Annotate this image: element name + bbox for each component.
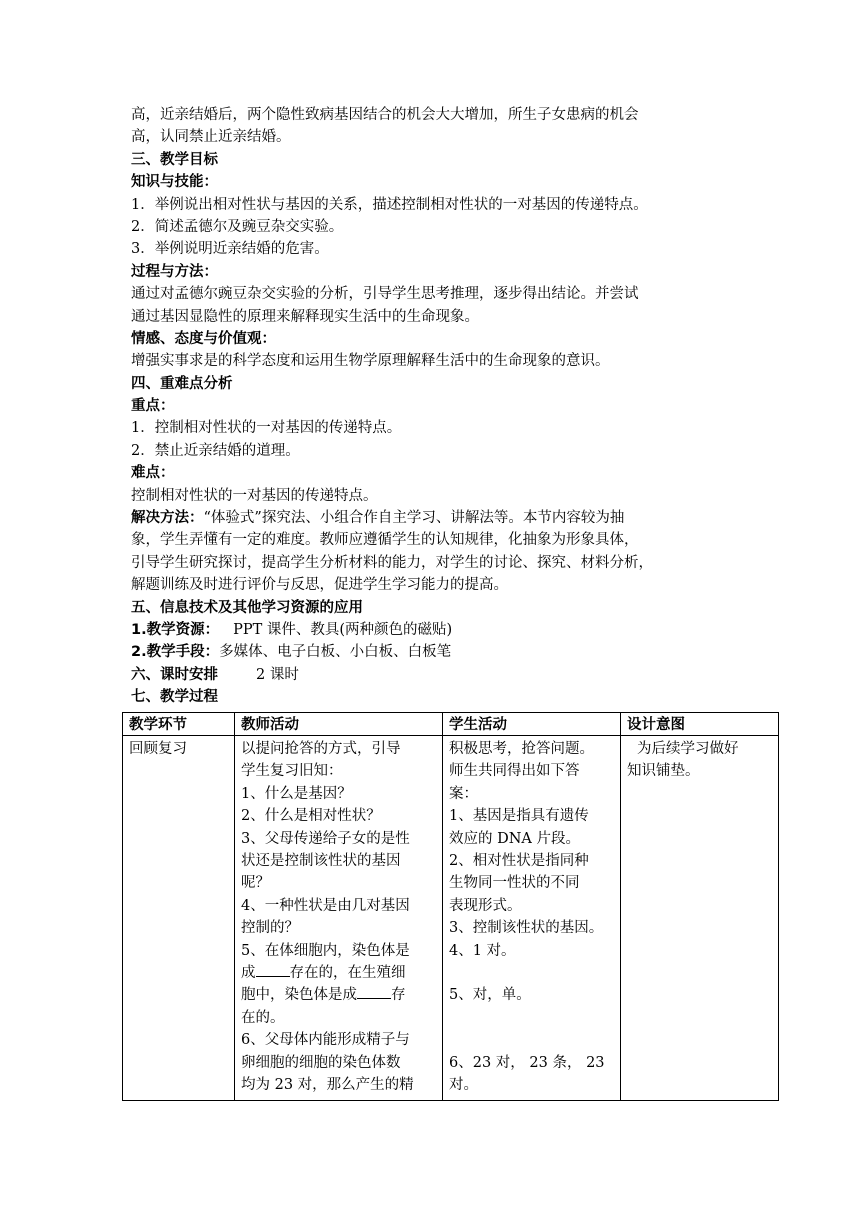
process-line: 通过基因显隐性的原理来解释现实生活中的生命现象。 [131,308,479,325]
stage-name: 回顾复习 [129,741,187,757]
teacher-line: 1、什么是基因？ [241,785,352,802]
emotion-label: 情感、态度与价值观： [131,330,276,347]
teacher-line: 5、在体细胞内，染色体是 [241,942,410,959]
section-heading-schedule: 六、课时安排 [131,666,218,683]
teacher-line: 学生复习旧知： [241,763,343,780]
schedule-value: 2 课时 [256,666,299,683]
method-text: “体验式”探究法、小组合作自主学习、讲解法等。本节内容较为抽 [203,510,625,527]
teacher-line: 2、什么是相对性状？ [241,808,381,825]
teacher-line: 状还是控制该性状的基因 [241,853,401,870]
teacher-line: 卵细胞的细胞的染色体数 [241,1054,401,1071]
method-line: 解题训练及时进行评价与反思，促进学生学习能力的提高。 [131,577,508,594]
teacher-activity-cell [235,736,443,1101]
resources-value: PPT 课件、教具(两种颜色的磁贴) [233,621,453,638]
schedule-line [131,664,735,686]
method-label: 解决方法： [131,510,204,527]
key-item: 1．控制相对性状的一对基因的传递特点。 [131,420,402,437]
column-header-intent: 设计意图 [621,713,779,736]
section-heading-resources: 五、信息技术及其他学习资源的应用 [131,599,363,616]
knowledge-item: 3．举例说明近亲结婚的危害。 [131,241,329,258]
teacher-line-with-blank [241,962,437,984]
difficulty-line: 控制相对性状的一对基因的传递特点。 [131,487,378,504]
blank-prefix: 胞中，染色体是成 [241,987,357,1004]
student-line: 3、控制该性状的基因。 [449,920,604,937]
table-header-row [123,713,779,736]
teacher-line: 呢？ [241,875,270,892]
section-heading-objectives: 三、教学目标 [131,151,218,168]
resources-line [131,619,735,641]
section-heading-key-points: 四、重难点分析 [131,375,233,392]
column-header-student: 学生活动 [443,713,621,736]
knowledge-item: 2．简述孟德尔及豌豆杂交实验。 [131,218,344,235]
column-header-stage: 教学环节 [123,713,235,736]
student-line: 对。 [449,1077,478,1094]
student-line: 效应的 DNA 片段。 [449,830,581,847]
fill-in-blank [256,962,290,977]
teacher-line: 6、父母体内能形成精子与 [241,1032,410,1049]
process-line: 通过对孟德尔豌豆杂交实验的分析，引导学生思考推理，逐步得出结论。并尝试 [131,286,639,303]
process-label: 过程与方法： [131,263,218,280]
document-body [131,104,735,709]
method-line: 象，学生弄懂有一定的难度。教师应遵循学生的认知规律，化抽象为形象具体， [131,532,639,549]
section-heading-process: 七、教学过程 [131,689,218,706]
key-item: 2．禁止近亲结婚的道理。 [131,442,300,459]
knowledge-label: 知识与技能： [131,174,218,191]
student-line: 2、相对性状是指同种 [449,853,589,870]
teacher-line: 在的。 [241,1009,285,1026]
student-line: 案： [449,785,478,802]
blank-prefix: 成 [241,965,256,982]
intent-line: 知识铺垫。 [627,763,700,780]
column-header-teacher: 教师活动 [235,713,443,736]
teaching-process-table [122,712,779,1101]
means-label: 2.教学手段： [131,644,220,661]
resources-label: 1.教学资源： [131,621,220,638]
stage-cell [123,736,235,1101]
fill-in-blank [357,984,391,999]
teacher-line: 以提问抢答的方式，引导 [241,741,401,757]
emotion-line: 增强实事求是的科学态度和运用生物学原理解释生活中的生命现象的意识。 [131,353,610,370]
teacher-line: 4、一种性状是由几对基因 [241,897,410,914]
means-line [131,641,735,663]
key-label: 重点： [131,398,175,415]
knowledge-item: 1．举例说出相对性状与基因的关系，描述控制相对性状的一对基因的传递特点。 [131,196,648,213]
student-line: 生物同一性状的不同 [449,875,580,892]
teacher-line-with-blank [241,984,437,1006]
blank-suffix: 存在的，在生殖细 [289,965,406,982]
student-line: 6、23 对， 23 条， 23 [449,1054,605,1071]
blank-suffix: 存 [391,987,406,1004]
student-line: 师生共同得出如下答 [449,763,580,780]
means-value: 多媒体、电子白板、小白板、白板笔 [219,644,452,661]
student-line: 表现形式。 [449,897,522,914]
student-line: 积极思考，抢答问题。 [449,741,594,757]
student-line: 5、对，单。 [449,987,531,1004]
table-row [123,736,779,1101]
intro-line-1: 高，近亲结婚后，两个隐性致病基因结合的机会大大增加，所生子女患病的机会 [131,107,639,123]
student-activity-cell [443,736,621,1101]
method-line-first [131,507,735,529]
intent-line: 为后续学习做好 [637,741,739,757]
teacher-line: 3、父母传递给子女的是性 [241,830,410,847]
student-line: 4、1 对。 [449,942,516,959]
intro-line-2: 高，认同禁止近亲结婚。 [131,129,291,146]
teacher-line: 均为 23 对，那么产生的精 [241,1077,414,1094]
method-line: 引导学生研究探讨，提高学生分析材料的能力，对学生的讨论、探究、材料分析， [131,554,653,571]
teacher-line: 控制的？ [241,920,299,937]
design-intent-cell [621,736,779,1101]
difficulty-label: 难点： [131,465,175,482]
student-line: 1、基因是指具有遗传 [449,808,589,825]
